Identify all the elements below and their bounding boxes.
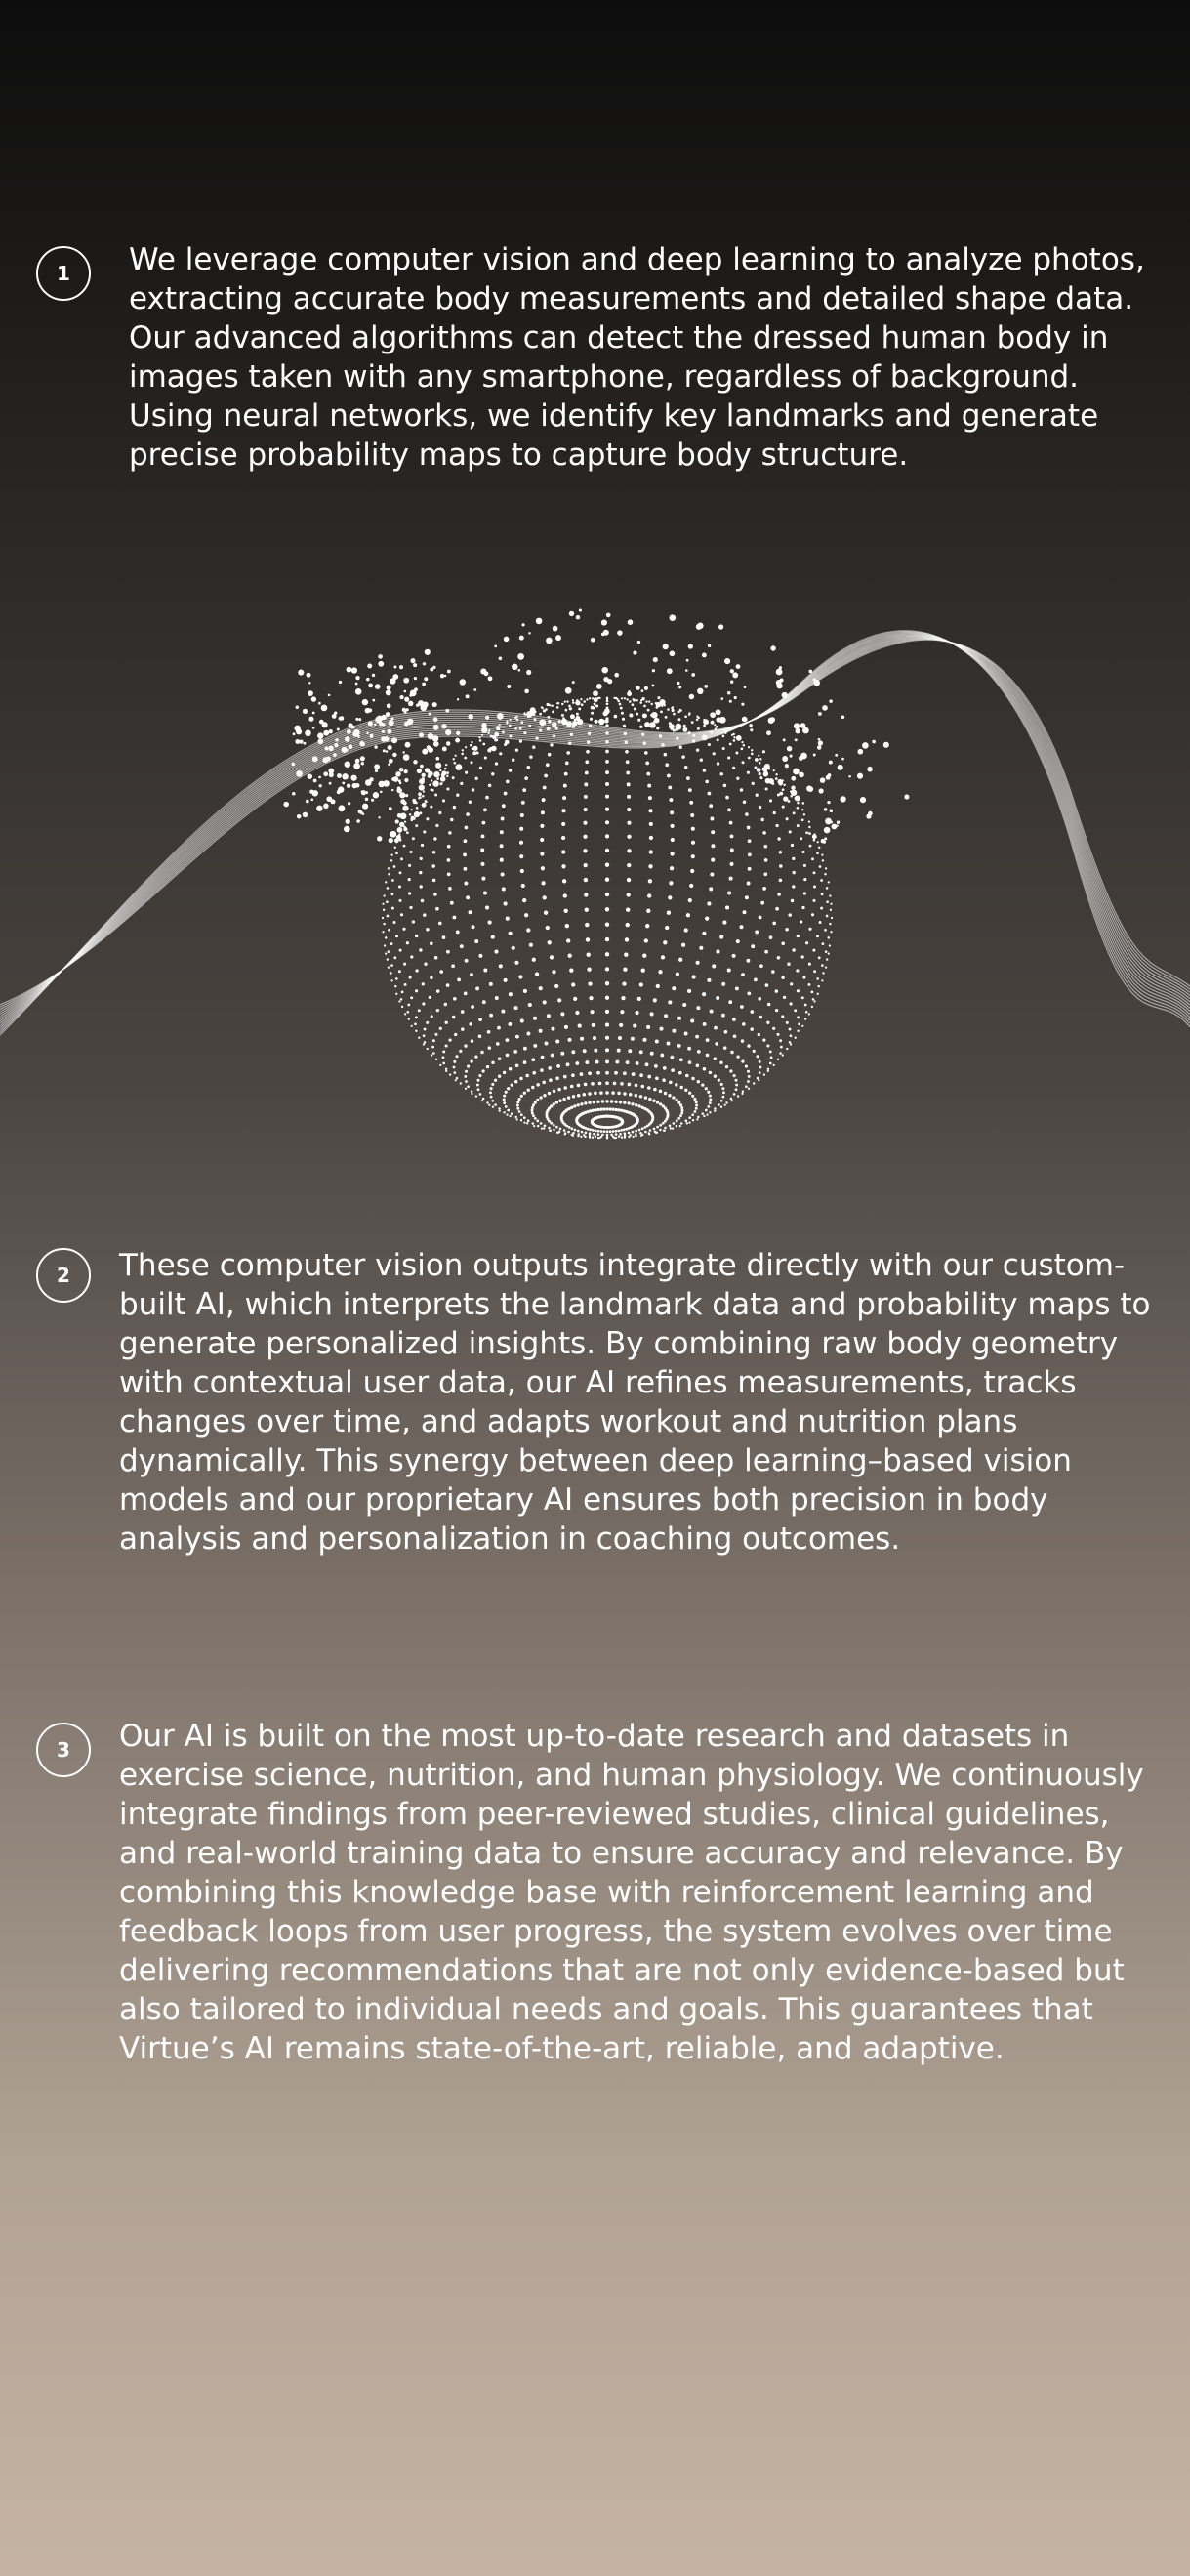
step-number-badge: 3: [36, 1723, 91, 1777]
particle-burst: [283, 608, 909, 843]
step-description: Our AI is built on the most up-to-date research and datasets in exercise science, nutrition, and human physiology. We continuously integrate findings from peer-reviewed studies, clinical guidelines, and real-world training data to ensure accuracy and relevance. By combining this knowledge base with reinforcement learning and feedback loops from user progress, the system evolves over time delivering recommendations that are not only evidence-based but also tailored to individual needs and goals. This guarantees that Virtue’s AI remains state-of-the-art, reliable, and adaptive.: [119, 1719, 1144, 2066]
sphere-dots: [382, 697, 833, 1140]
step-number-badge: 2: [36, 1248, 91, 1303]
step-description: These computer vision outputs integrate directly with our custom-built AI, which interprets the landmark data and probability maps to generate personalized insights. By combining raw body geometry with contextual user data, our AI refines measurements, tracks changes over time, and adapts workout and nutrition plans dynamically. This synergy between deep learning–based vision models and our proprietary AI ensures both precision in body analysis and personalization in coaching outcomes.: [119, 1248, 1151, 1557]
dotted-sphere-with-waves-icon: [0, 547, 1190, 1172]
step-number-badge: 1: [36, 246, 91, 301]
step-description: We leverage computer vision and deep learning to analyze photos, extracting accurate body measurements and detailed shape data. Our advanced algorithms can detect the dressed human body in images taken with any smartphone, regardless of background. Using neural networks, we identify key landmarks and generate precise probability maps to capture body structure.: [129, 242, 1145, 473]
